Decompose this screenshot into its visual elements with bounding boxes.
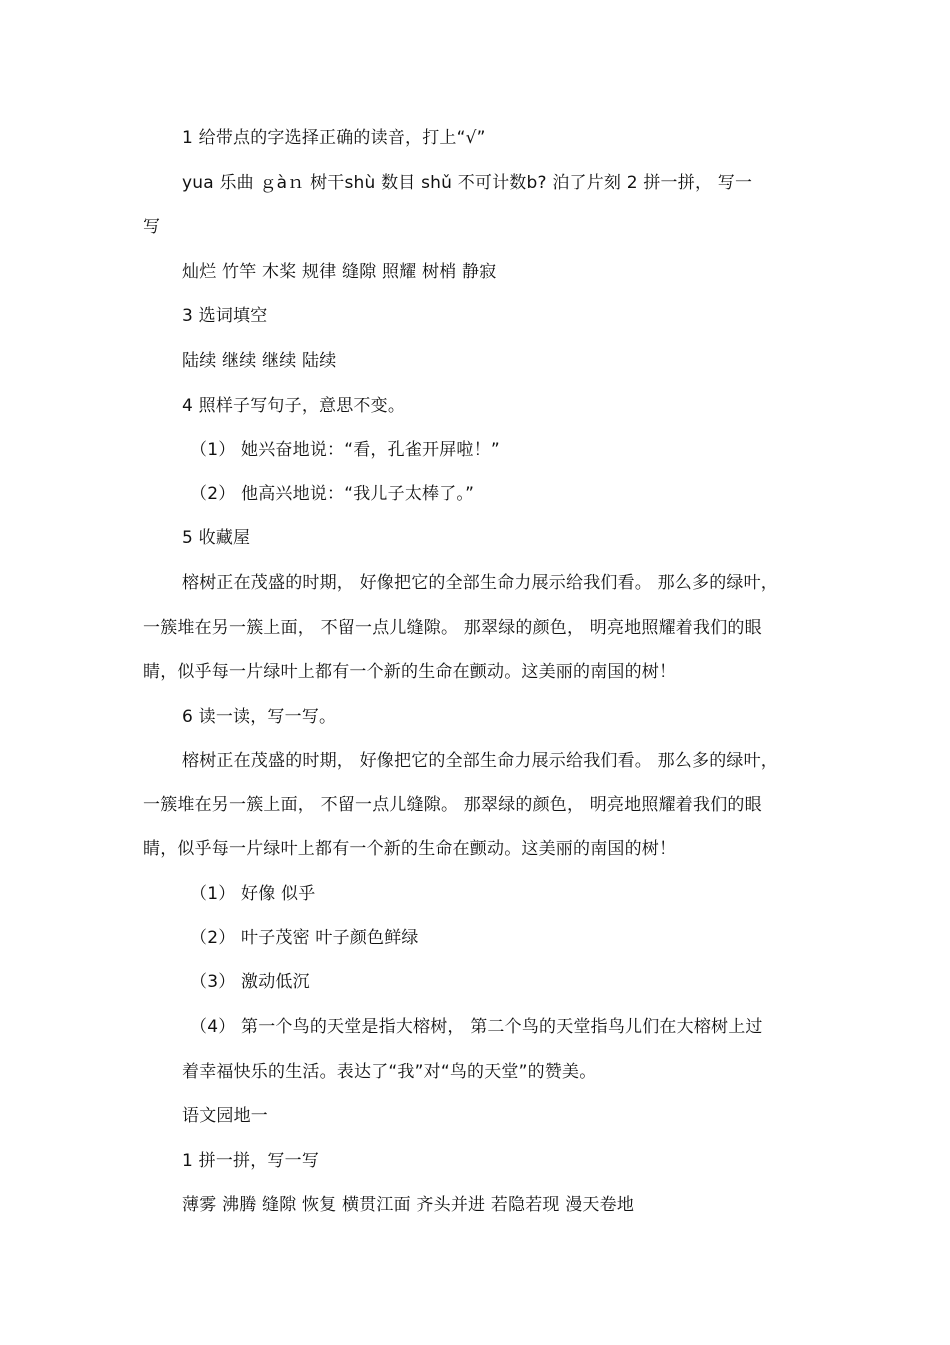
- exercise-4-item-1: （1） 她兴奋地说：“看，孔雀开屏啦！”: [190, 440, 500, 460]
- exercise-6-heading: 6 读一读，写一写。: [182, 707, 337, 727]
- exercise-6-item-3: （3） 激动低沉: [190, 972, 310, 992]
- exercise-5-paragraph-line-2: 一簇堆在另一簇上面， 不留一点儿缝隙。 那翠绿的颜色， 明亮地照耀着我们的眼: [143, 618, 762, 638]
- section-exercise-1-heading: 1 拼一拼，写一写: [182, 1151, 320, 1171]
- exercise-5-heading: 5 收藏屋: [182, 528, 251, 548]
- exercise-1-heading: 1 给带点的字选择正确的读音，打上“√”: [182, 128, 486, 148]
- exercise-1-answers: yua 乐曲 ｇàｎ 树干shù 数目 shǔ 不可计数b? 泊了片刻 2 拼一拼， 写一: [182, 173, 753, 193]
- exercise-6-item-2: （2） 叶子茂密 叶子颜色鲜绿: [190, 928, 419, 948]
- exercise-3-heading: 3 选词填空: [182, 306, 268, 326]
- exercise-6-item-4-wrap: 着幸福快乐的生活。表达了“我”对“鸟的天堂”的赞美。: [182, 1062, 597, 1082]
- exercise-2-answers: 灿烂 竹竿 木桨 规律 缝隙 照耀 树梢 静寂: [182, 262, 497, 282]
- exercise-3-answers: 陆续 继续 继续 陆续: [182, 351, 337, 371]
- exercise-6-item-1: （1） 好像 似乎: [190, 884, 316, 904]
- exercise-1-answers-wrap: 写: [143, 217, 161, 237]
- exercise-6-paragraph-line-1: 榕树正在茂盛的时期， 好像把它的全部生命力展示给我们看。 那么多的绿叶，: [182, 751, 779, 771]
- exercise-4-heading: 4 照样子写句子，意思不变。: [182, 396, 406, 416]
- exercise-5-paragraph-line-3: 睛，似乎每一片绿叶上都有一个新的生命在颤动。这美丽的南国的树！: [143, 662, 677, 682]
- section-heading-yuwen-yuandi: 语文园地一: [182, 1106, 268, 1126]
- exercise-6-item-4: （4） 第一个鸟的天堂是指大榕树， 第二个鸟的天堂指鸟儿们在大榕树上过: [190, 1017, 763, 1037]
- section-exercise-1-answers: 薄雾 沸腾 缝隙 恢复 横贯江面 齐头并进 若隐若现 漫天卷地: [182, 1195, 635, 1215]
- exercise-6-paragraph-line-3: 睛，似乎每一片绿叶上都有一个新的生命在颤动。这美丽的南国的树！: [143, 839, 677, 859]
- exercise-4-item-2: （2） 他高兴地说：“我儿子太棒了。”: [190, 484, 475, 504]
- exercise-6-paragraph-line-2: 一簇堆在另一簇上面， 不留一点儿缝隙。 那翠绿的颜色， 明亮地照耀着我们的眼: [143, 795, 762, 815]
- exercise-5-paragraph-line-1: 榕树正在茂盛的时期， 好像把它的全部生命力展示给我们看。 那么多的绿叶，: [182, 573, 779, 593]
